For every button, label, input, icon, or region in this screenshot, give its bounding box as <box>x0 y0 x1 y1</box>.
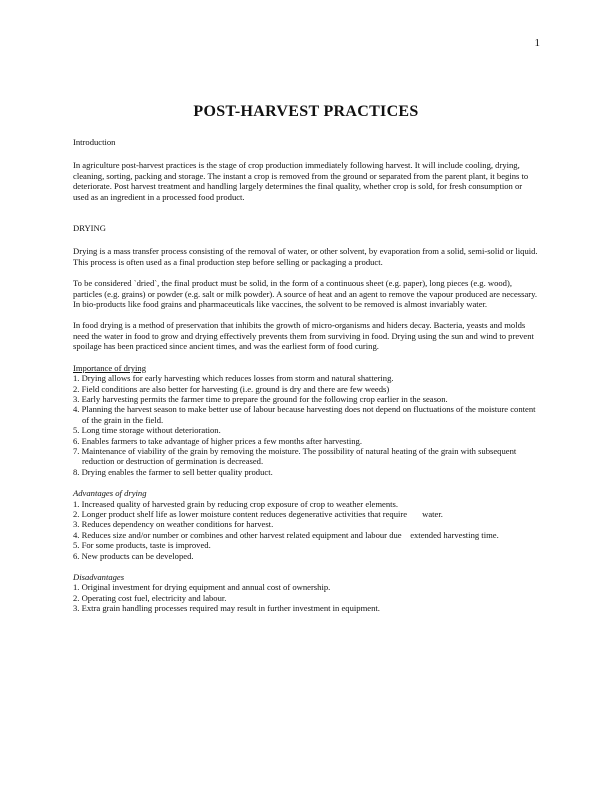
importance-list <box>73 373 540 477</box>
drying-paragraph: In food drying is a method of preservation that inhibits the growth of micro-organisms and hiders decay. Bacteria, yeasts and molds need the water in food to grow and drying effectively prevents them from surviving in food. Drying using the sun and wind to prevent spoilage has been practiced since ancient times, and was the earliest form of food curing. <box>73 320 534 352</box>
page-number: 1 <box>534 37 540 49</box>
list-item: 7. Maintenance of viability of the grain by removing the moisture. The possibility of natural heating of the grain with subsequent reduction or destruction of germination is decreased. <box>73 445 517 467</box>
intro-heading: Introduction <box>73 137 116 147</box>
list-item: 5. For some products, taste is improved. <box>73 540 211 551</box>
importance-heading: Importance of drying <box>73 362 147 373</box>
disadvantages-heading: Disadvantages <box>73 572 125 582</box>
list-item: 2. Longer product shelf life as lower moisture content reduces degenerative activities that require water. <box>73 508 443 519</box>
list-item: 4. Planning the harvest season to make better use of labour because harvesting does not depend on fluctuations of the moisture content of the grain in the field. <box>73 404 536 425</box>
list-item: 3. Extra grain handling processes required may result in further investment in equipment. <box>73 603 380 614</box>
list-item: 2. Operating cost fuel, electricity and labour. <box>73 592 227 603</box>
advantages-heading: Advantages of drying <box>73 488 147 499</box>
drying-heading: DRYING <box>73 223 106 234</box>
list-item: 4. Reduces size and/or number or combines and other harvest related equipment and labour due extended harvesting time. <box>73 529 499 540</box>
document-body <box>73 137 540 614</box>
list-item: 1. Drying allows for early harvesting which reduces losses from storm and natural shattering. <box>73 373 394 384</box>
list-item: 1. Increased quality of harvested grain by reducing crop exposure of crop to weather elements. <box>73 498 399 509</box>
drying-paragraph: Drying is a mass transfer process consisting of the removal of water, or other solvent, by evaporation from a solid, semi-solid or liquid. This process is often used as a final production step before selling or packaging a product. <box>73 246 538 267</box>
drying-paragraph: To be considered `dried`, the final product must be solid, in the form of a continuous sheet (e.g. paper), long pieces (e.g. wood), particles (e.g. grains) or powder (e.g. salt or milk powder). A source of heat and an agent to remove the vapour produced are necessary. In bio-products like food grains and pharmaceuticals like vaccines, the solvent to be removed is almost invariably water. <box>73 278 538 310</box>
list-item: 1. Original investment for drying equipment and annual cost of ownership. <box>73 582 331 593</box>
list-item: 5. Long time storage without deterioration. <box>73 425 221 436</box>
disadvantages-list <box>73 582 540 613</box>
list-item: 6. New products can be developed. <box>73 550 194 561</box>
list-item: 8. Drying enables the farmer to sell better quality product. <box>73 466 273 477</box>
page-title: POST-HARVEST PRACTICES <box>193 103 419 120</box>
advantages-list <box>73 499 540 561</box>
intro-paragraph: In agriculture post-harvest practices is the stage of crop production immediately following harvest. It will include cooling, drying, cleaning, sorting, packing and storage. The instant a crop is removed from the ground or separated from the parent plant, it begins to deteriorate. Post harvest treatment and handling largely determines the final quality, whether crop is sold, for fresh consumption or used as an ingredient in a processed food product. <box>73 160 529 202</box>
list-item: 3. Early harvesting permits the farmer time to prepare the ground for the following crop earlier in the season. <box>73 393 448 404</box>
list-item: 3. Reduces dependency on weather conditions for harvest. <box>73 519 274 530</box>
list-item: 2. Field conditions are also better for harvesting (i.e. ground is dry and there are few weeds) <box>73 383 390 394</box>
list-item: 6. Enables farmers to take advantage of higher prices a few months after harvesting. <box>73 435 362 446</box>
